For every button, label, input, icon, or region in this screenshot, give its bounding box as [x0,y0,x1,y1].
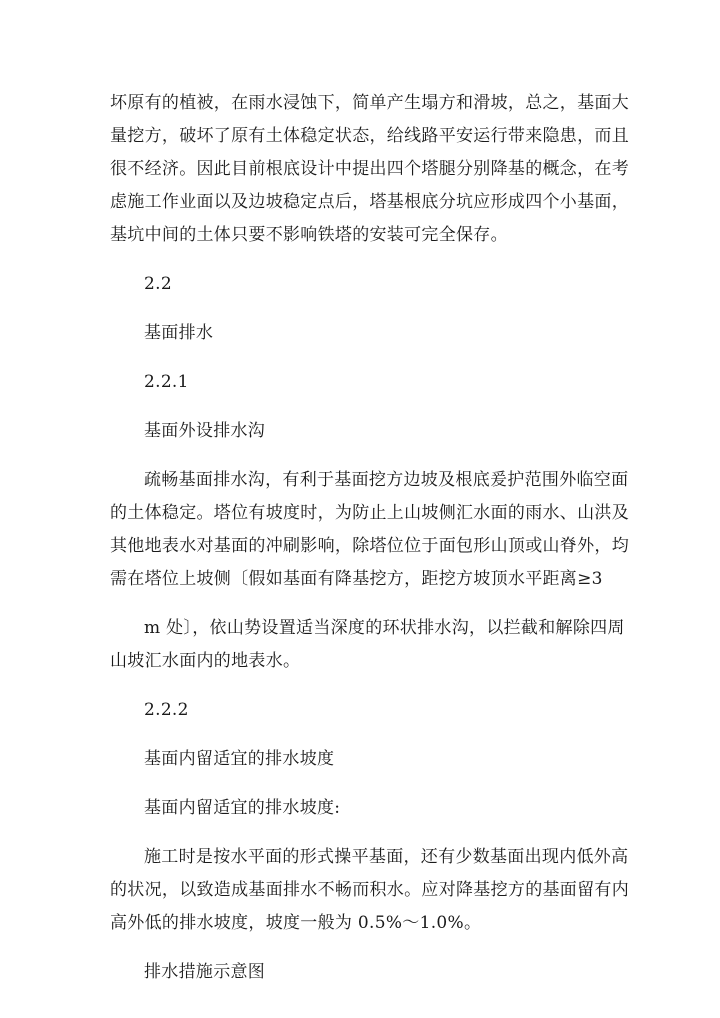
text-line: 的状况，以致造成基面排水不畅而积水。应对降基挖方的基面留有内 [110,880,629,900]
text-line: 高外低的排水坡度，坡度一般为 0.5%～1.0%。 [110,913,482,933]
text-line: 的土体稳定。塔位有坡度时，为防止上山坡侧汇水面的雨水、山洪及 [110,503,629,523]
text-line: m 处〕，依山势设置适当深度的环状排水沟，以拦截和解除四周 [144,618,625,638]
text-line: 山坡汇水面内的地表水。 [110,651,301,671]
paragraph-lead: 基面内留适宜的排水坡度: [144,798,341,818]
paragraph-drainage-slope [110,841,630,940]
section-number-2-2: 2.2 [144,274,172,294]
paragraph-drainage-ditch [110,464,630,678]
text-line: 需在塔位上坡侧〔假如基面有降基挖方，距挖方坡顶水平距离≥3 [110,569,603,589]
section-number-2-2-2: 2.2.2 [144,700,189,720]
section-title-2-2-2: 基面内留适宜的排水坡度 [144,749,335,769]
text-line: 坏原有的植被，在雨水浸蚀下，简单产生塌方和滑坡，总之，基面大 [110,93,629,113]
section-number-2-2-1: 2.2.1 [144,372,189,392]
text-line: 疏畅基面排水沟，有利于基面挖方边坡及根底爰护范围外临空面 [144,470,629,490]
section-title-2-2-1: 基面外设排水沟 [144,421,266,441]
figure-caption: 排水措施示意图 [144,962,266,982]
document-body [110,87,630,989]
text-line: 虑施工作业面以及边坡稳定点后，塔基根底分坑应形成四个小基面， [110,192,629,212]
text-line: 量挖方，破坏了原有土体稳定状态，给线路平安运行带来隐患，而且 [110,126,629,146]
section-title-2-2: 基面排水 [144,323,214,343]
text-line: 施工时是按水平面的形式操平基面，还有少数基面出现内低外高 [144,847,629,867]
paragraph-soil-stability [110,87,630,252]
text-line: 基坑中间的土体只要不影响铁塔的安装可完全保存。 [110,225,508,245]
text-line: 其他地表水对基面的冲刷影响，除塔位位于面包形山顶或山脊外，均 [110,536,629,556]
text-line: 很不经济。因此目前根底设计中提出四个塔腿分别降基的概念，在考 [110,159,629,179]
